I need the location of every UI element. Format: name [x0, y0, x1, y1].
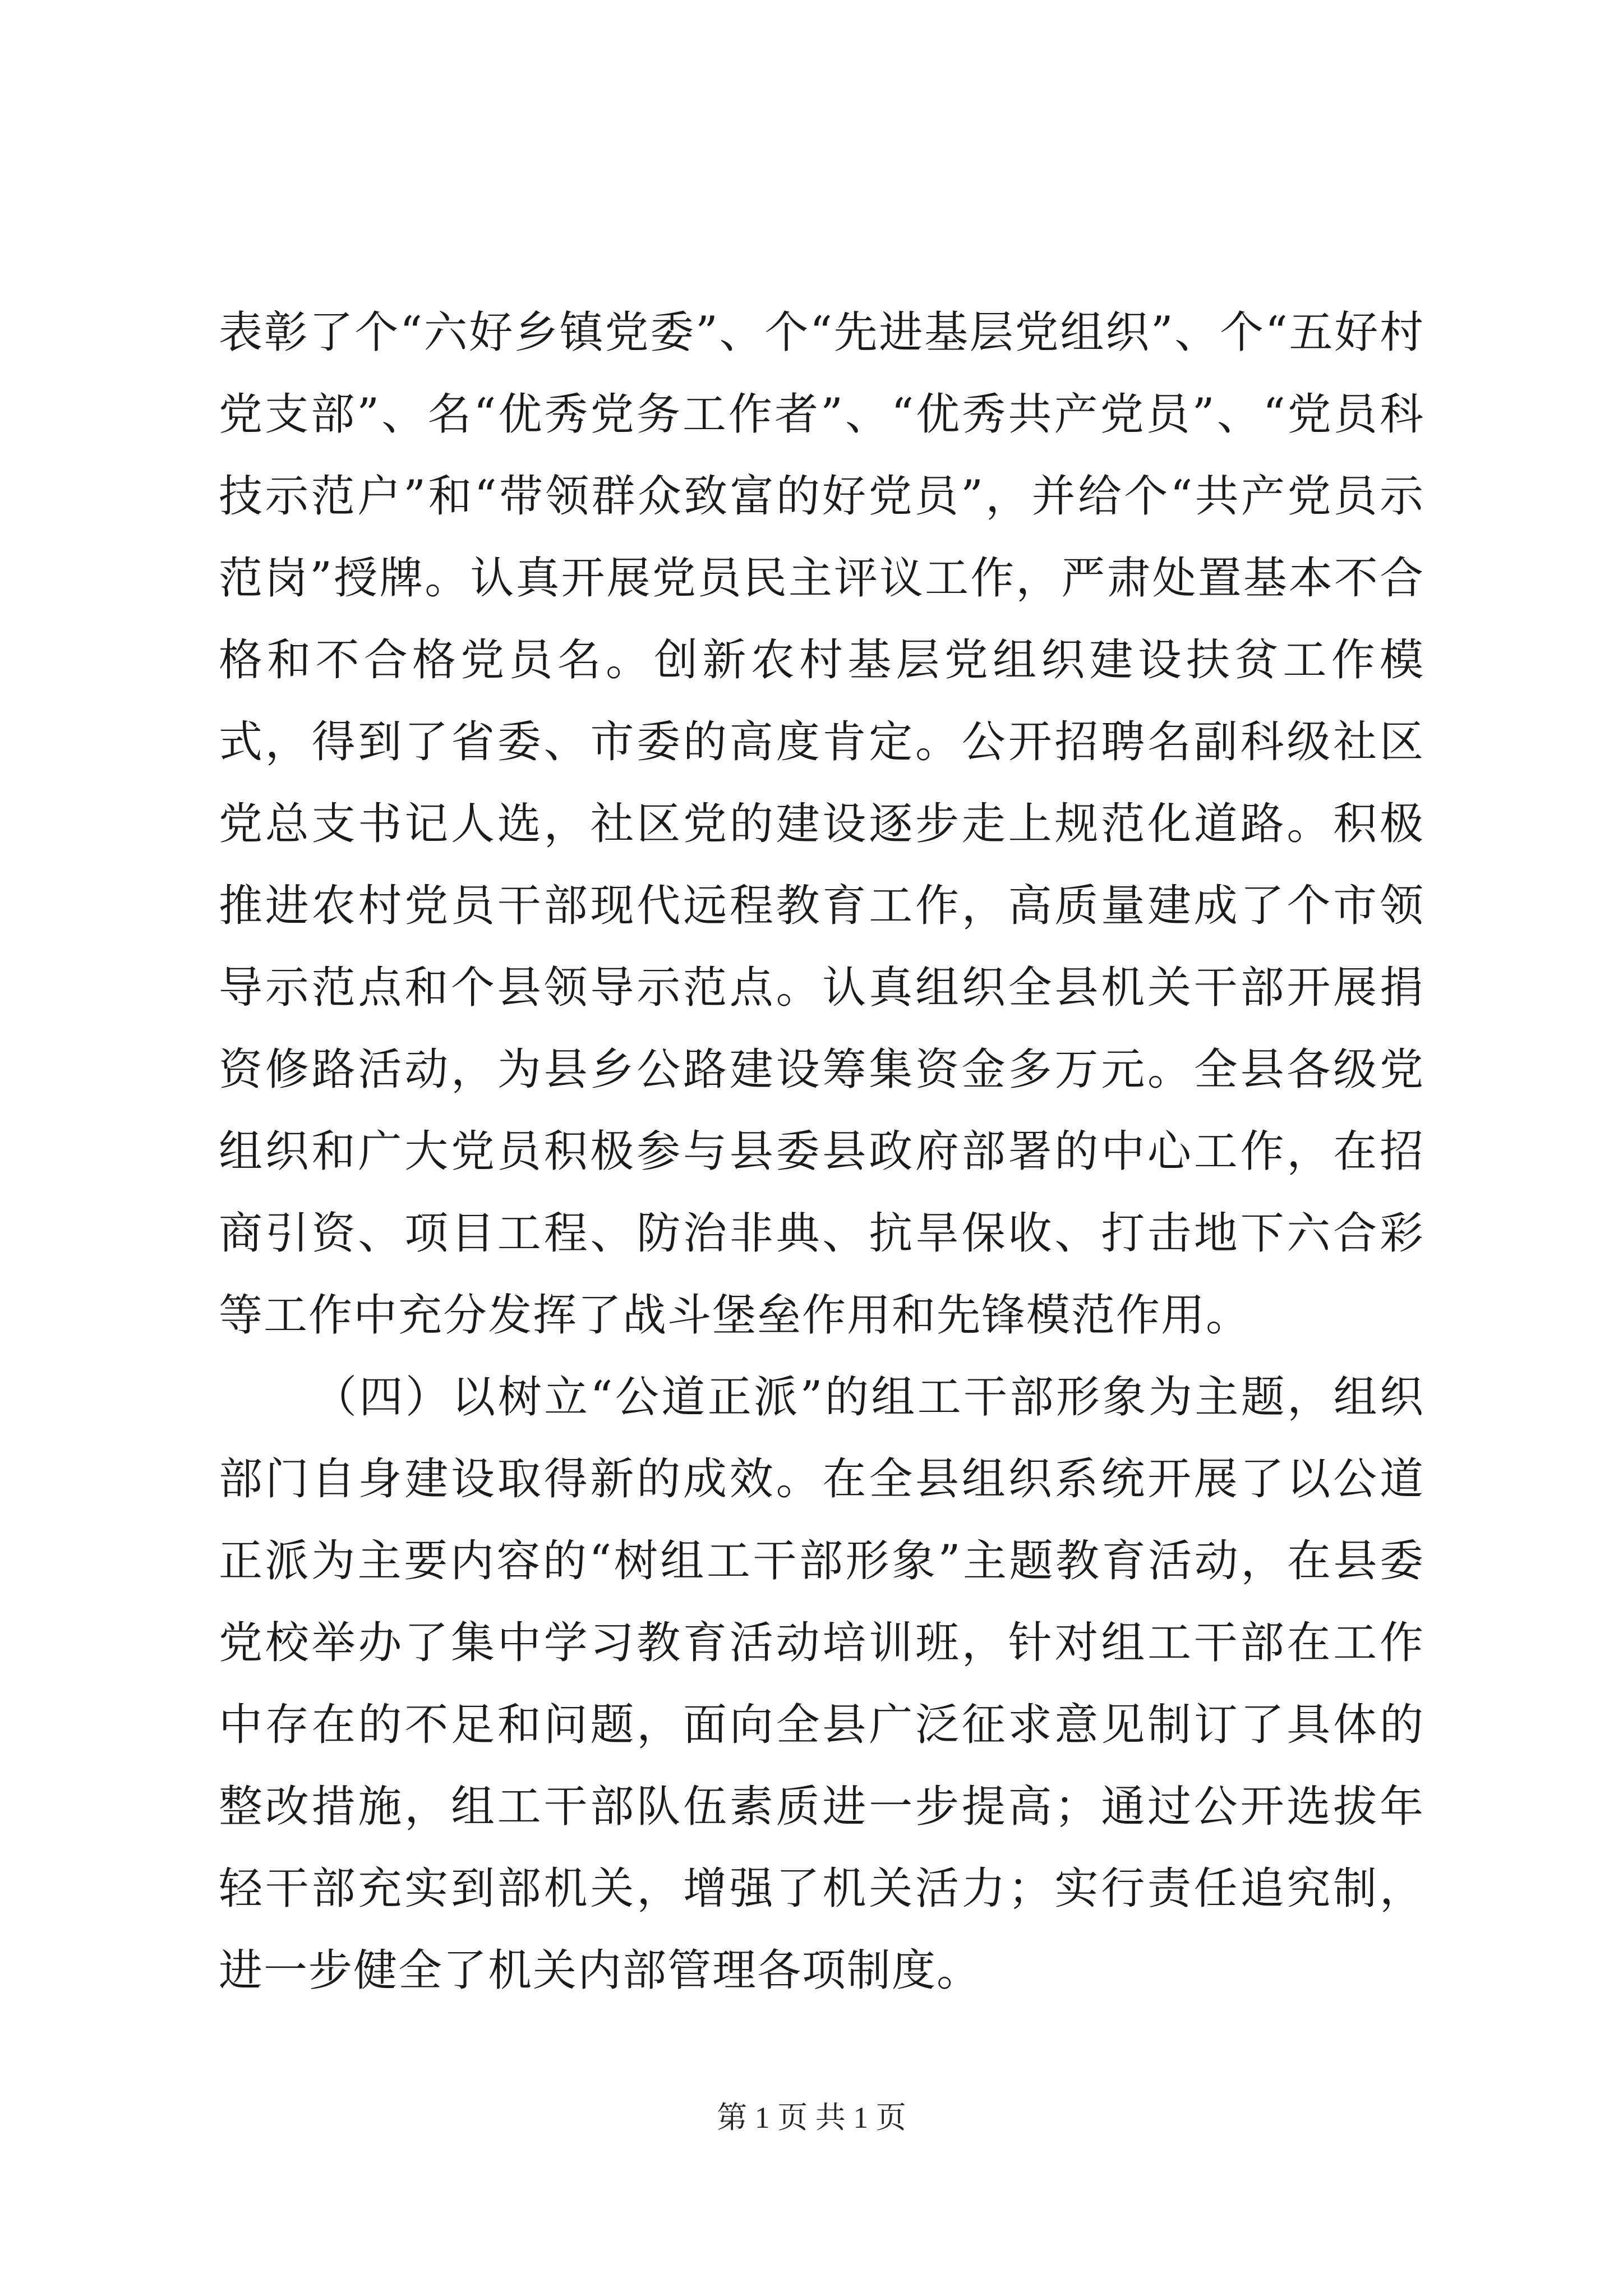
document-body	[219, 292, 1424, 2012]
paragraph-section-four: （四）以树立“公道正派”的组工干部形象为主题，组织部门自身建设取得新的成效。在全县组织系统开展了以公道正派为主要内容的“树组工干部形象”主题教育活动，在县委党校举办了集中学习教育活动培训班，针对组工干部在工作中存在的不足和问题，面向全县广泛征求意见制订了具体的整改措施，组工干部队伍素质进一步提高；通过公开选拔年轻干部充实到部机关，增强了机关活力；实行责任追究制，进一步健全了机关内部管理各项制度。	[219, 1372, 1424, 1996]
page-number-footer: 第 1 页 共 1 页	[717, 2101, 906, 2134]
paragraph-commendations: 表彰了个“六好乡镇党委”、个“先进基层党组织”、个“五好村党支部”、名“优秀党务工作者”、“优秀共产党员”、“党员科技示范户”和“带领群众致富的好党员”，并给个“共产党员示范岗”授牌。认真开展党员民主评议工作，严肃处置基本不合格和不合格党员名。创新农村基层党组织建设扶贫工作模式，得到了省委、市委的高度肯定。公开招聘名副科级社区党总支书记人选，社区党的建设逐步走上规范化道路。积极推进农村党员干部现代远程教育工作，高质量建成了个市领导示范点和个县领导示范点。认真组织全县机关干部开展捐资修路活动，为县乡公路建设筹集资金多万元。全县各级党组织和广大党员积极参与县委县政府部署的中心工作，在招商引资、项目工程、防治非典、抗旱保收、打击地下六合彩等工作中充分发挥了战斗堡垒作用和先锋模范作用。	[219, 307, 1424, 1341]
